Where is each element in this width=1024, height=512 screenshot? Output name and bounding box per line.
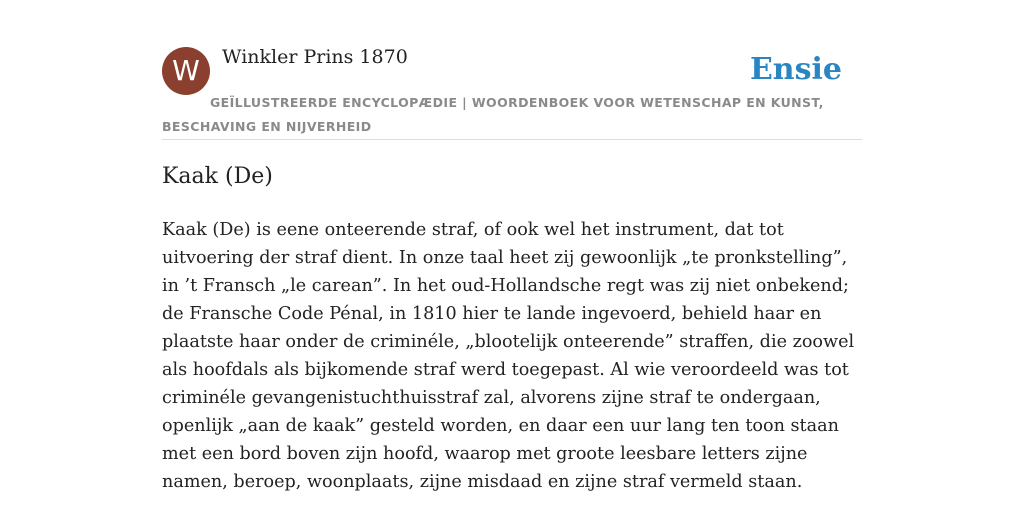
brand-logo[interactable]: Ensie bbox=[749, 52, 842, 87]
page-header bbox=[162, 44, 862, 140]
entry-title: Kaak (De) bbox=[162, 164, 273, 189]
entry-body: Kaak (De) is eene onteerende straf, of ook wel het instrument, dat tot uitvoering der straf dient. In onze taal heet zij gewoonlijk „te pronkstelling”, in ’t Fransch „le carean”. In het oud-Hollandsche regt was zij niet onbekend; de Fransche Code Pénal, in 1810 hier te lande ingevoerd, behield haar en plaatste haar onder de criminéle, „blootelijk onteerende” straffen, die zoowel als hoofdals als bijkomende straf werd toegepast. Al wie veroordeeld was tot criminéle gevangenistuchthuisstraf zal, alvorens zijne straf te ondergaan, openlijk „aan de kaak” gesteld worden, en daar een uur lang ten toon staan met een bord boven zijn hoofd, waarop met groote leesbare letters zijne namen, beroep, woonplaats, zijne misdaad en zijne straf vermeld staan. bbox=[162, 220, 855, 492]
source-avatar[interactable]: W bbox=[162, 47, 210, 95]
source-subtitle: GEÏLLUSTREERDE ENCYCLOPÆDIE | WOORDENBOEK VOOR WETENSCHAP EN KUNST, BESCHAVING EN NIJVERHEID bbox=[162, 95, 824, 134]
source-title[interactable]: Winkler Prins 1870 bbox=[222, 46, 408, 68]
